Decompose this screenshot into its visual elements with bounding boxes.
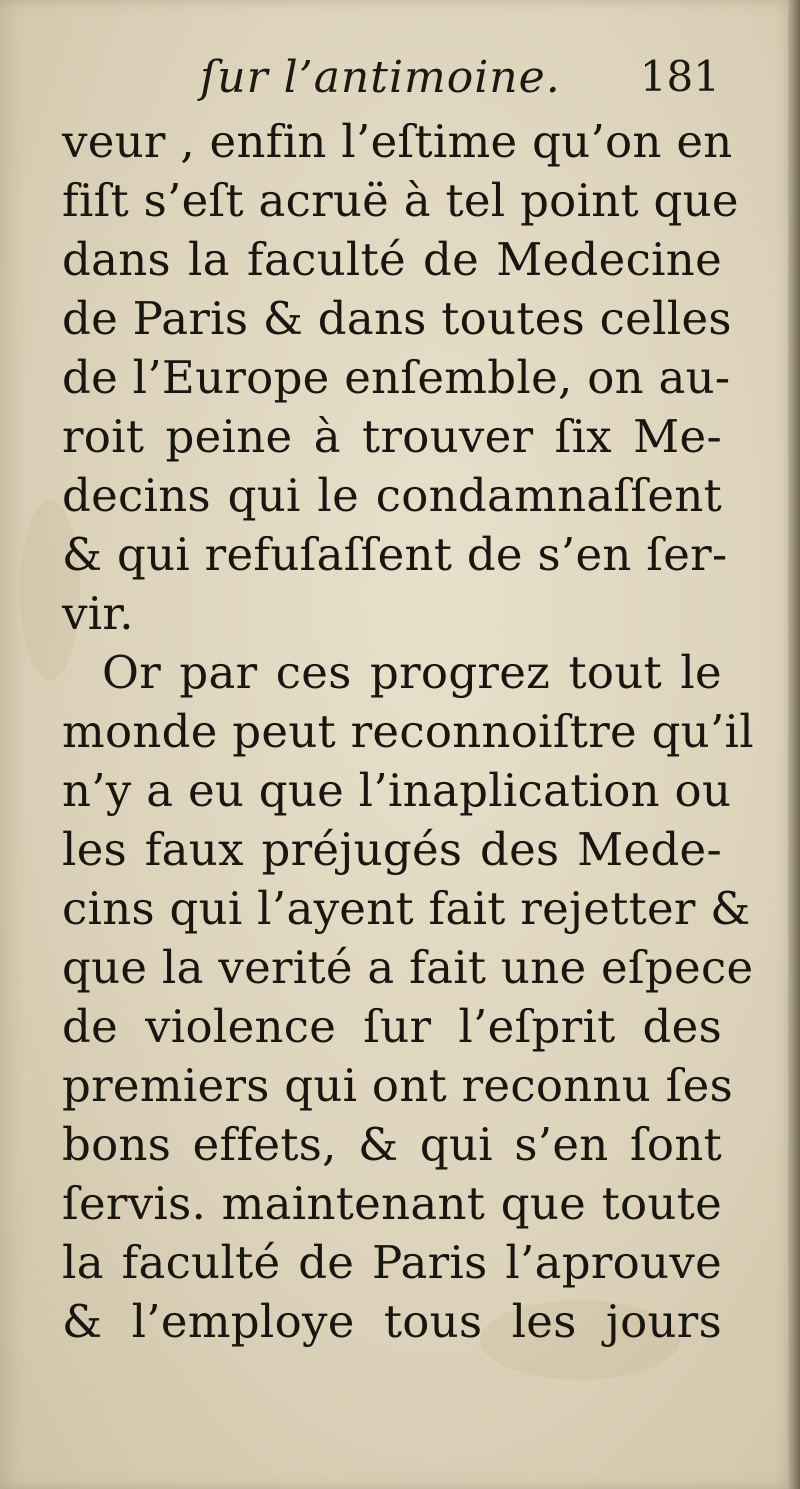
text-line: la faculté de Paris l’aprouve	[62, 1236, 722, 1289]
text-line: de Paris & dans toutes celles	[62, 292, 732, 345]
text-line: Or par ces progrez tout le	[102, 646, 722, 699]
text-line: les faux préjugés des Mede-	[62, 823, 722, 876]
text-line: dans la faculté de Medecine	[62, 233, 722, 286]
text-line: de l’Europe enſemble, on au-	[62, 351, 731, 404]
text-line: roit peine à trouver ſix Me-	[62, 410, 722, 463]
page-number: 181	[639, 52, 720, 101]
text-line: veur , enfin l’eſtime qu’on en	[62, 115, 733, 168]
text-line: bons effets, & qui s’en ſont	[62, 1118, 722, 1171]
text-line: fiſt s’eſt acruë à tel point que	[62, 174, 739, 227]
text-line: cins qui l’ayent fait rejetter &	[62, 882, 751, 935]
text-line: premiers qui ont reconnu ſes	[62, 1059, 733, 1112]
running-title: ſur l’antimoine.	[200, 52, 561, 103]
text-line: n’y a eu que l’inaplication ou	[62, 764, 732, 817]
text-line: de violence ſur l’eſprit des	[62, 1000, 722, 1053]
body-text	[62, 112, 754, 1351]
text-line: & l’employe tous les jours	[62, 1295, 722, 1348]
text-line: & qui refuſaſſent de s’en ſer-	[62, 528, 728, 581]
text-line: vir.	[62, 587, 134, 640]
text-line: que la verité a fait une eſpece	[62, 941, 754, 994]
text-line: decins qui le condamnaſſent	[62, 469, 722, 522]
text-line: ſervis. maintenant que toute	[62, 1177, 722, 1230]
text-line: monde peut reconnoiſtre qu’il	[62, 705, 754, 758]
running-head	[60, 52, 720, 112]
page-edge	[788, 0, 800, 1489]
